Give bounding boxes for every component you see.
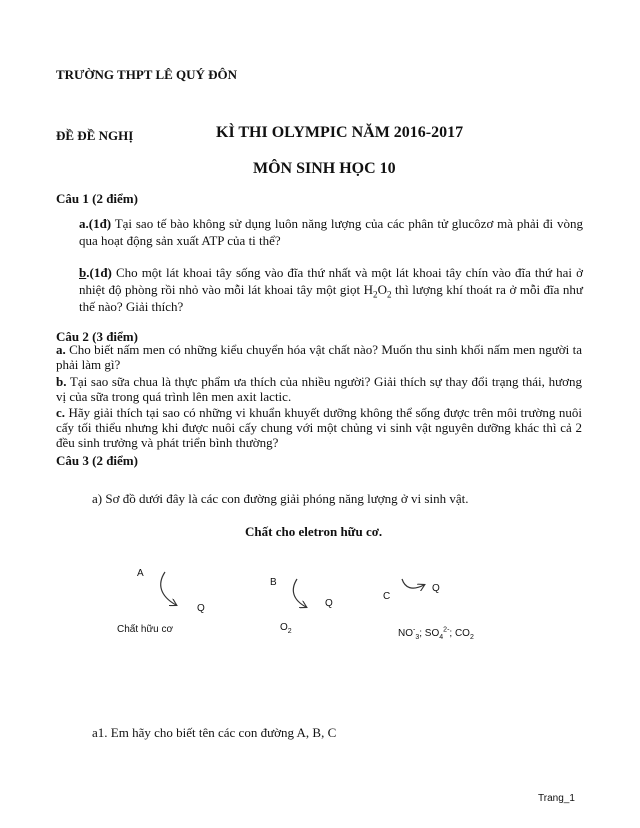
q1-b-sub-1: 2 (373, 289, 378, 300)
pathway-b-q: Q (325, 598, 333, 609)
q2-b-label: b. (56, 374, 67, 389)
pathway-c-product-3: ; CO (449, 628, 470, 639)
pathway-c-product-2-sub: 4 (439, 634, 444, 641)
q2-c-text: Hãy giải thích tại sao có những vi khuẩn khuyết dưỡng không thể sống được trên môi trường nuôi cấy tối thiểu nhưng khi được nuôi cấy chung với một chủng vi sinh vật nguyên dưỡng khác thì cả 2 đều sinh trưởng và phát triển bình thường? (56, 405, 582, 450)
pathway-c-product-1-sup: - (413, 626, 416, 634)
q1-heading: Câu 1 (2 điểm) (56, 191, 138, 206)
q2-heading: Câu 2 (3 điểm) (56, 329, 138, 344)
pathway-c-q: Q (432, 583, 440, 594)
q1-b-text-1: Cho một lát khoai tây sống vào đĩa thứ nhất và một lát khoai tây chín vào đĩa thứ hai ở nhiệt độ phòng rồi nhỏ vào mỗi lát khoai tây một giọt H (79, 265, 583, 297)
q1-b-label: b (79, 265, 87, 280)
q2-a-label: a. (56, 342, 66, 357)
pathway-a-product: Chất hữu cơ (117, 624, 174, 635)
q1-b-sub-2: 2 (386, 289, 392, 300)
q1-a-text: Tại sao tế bào không sử dụng luôn năng lượng của các phân tử glucôzơ mà phải đi vòng qua hoạt động sản xuất ATP của ti thể? (79, 216, 583, 248)
q1-b-text-2: thì lượng khí thoát ra ở mỗi đĩa như thế nào? Giải thích? (79, 282, 583, 314)
pathway-b-product-sub: 2 (287, 628, 292, 635)
pathway-c-product-3-sub: 2 (469, 634, 474, 641)
pathway-b-product (280, 622, 292, 633)
q1-b-mid: O (377, 282, 387, 297)
pathway-c-product-2: ; SO (419, 628, 440, 639)
subject-title: MÔN SINH HỌC 10 (253, 160, 396, 177)
diagram-title: Chất cho eletron hữu cơ. (245, 524, 383, 539)
pathway-c-product (398, 628, 474, 639)
proposal-label: ĐỀ ĐỀ NGHỊ (56, 128, 134, 143)
pathway-a-label: A (137, 568, 144, 579)
arrow-a (161, 572, 176, 605)
pathway-c-product-1-sub: 3 (415, 634, 420, 641)
exam-title: KÌ THI OLYMPIC NĂM 2016-2017 (216, 124, 464, 141)
q1-b-label-suffix: .(1đ) (86, 265, 112, 280)
q2-b-text: Tại sao sữa chua là thực phẩm ưa thích của nhiều người? Giải thích sự thay đổi trạng thái, hương vị của sữa trong quá trình lên men axit lactic. (56, 374, 582, 404)
pathway-c-product-1: NO (398, 628, 413, 639)
q2-c-label: c. (56, 405, 66, 420)
pathway-c-label: C (383, 591, 391, 602)
q3-part-a: a) Sơ đồ dưới đây là các con đường giải phóng năng lượng ở vi sinh vật. (92, 491, 469, 506)
arrow-c (402, 579, 424, 588)
page-number: Trang_1 (538, 793, 575, 804)
pathway-c-product-2-sup: 2- (443, 626, 450, 634)
pathway-a-q: Q (197, 603, 205, 614)
q3-heading: Câu 3 (2 điểm) (56, 453, 138, 468)
q1-a-label: a.(1đ) (79, 216, 112, 231)
school-name: TRƯỜNG THPT LÊ QUÝ ĐÔN (56, 67, 238, 82)
pathway-b-product-text: O (280, 622, 288, 633)
q3-part-a1: a1. Em hãy cho biết tên các con đường A, B, C (92, 725, 337, 740)
arrow-b (293, 579, 306, 607)
pathway-b-label: B (270, 577, 277, 588)
q2-a-text: Cho biết nấm men có những kiểu chuyển hóa vật chất nào? Muốn thu sinh khối nấm men người ta phải làm gì? (56, 342, 582, 372)
